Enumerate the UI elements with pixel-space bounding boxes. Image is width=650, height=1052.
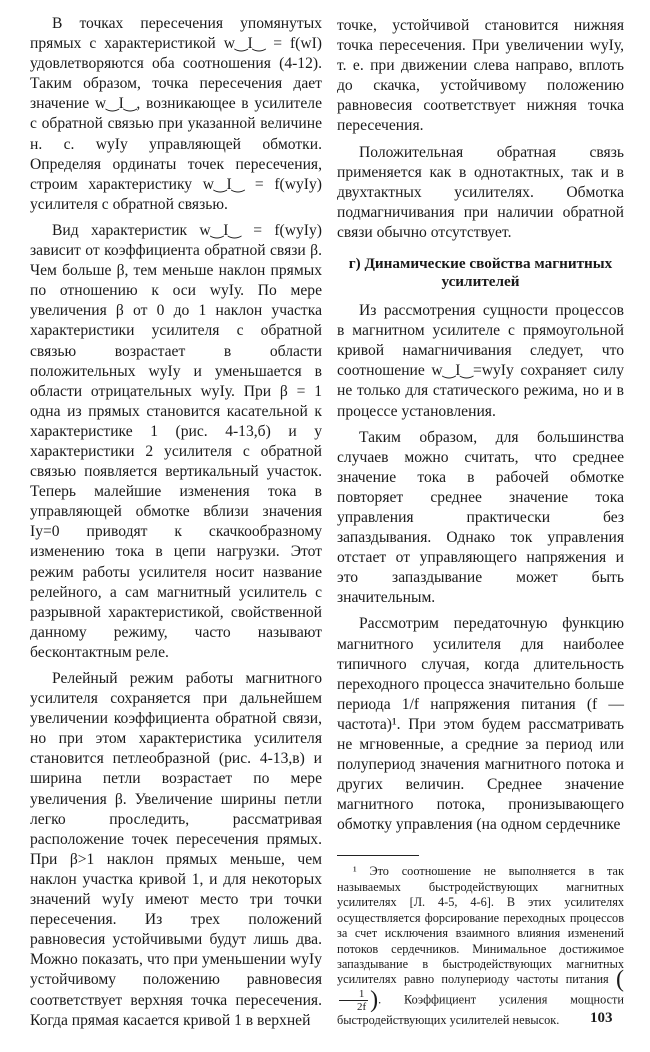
- left-paragraph-1: В точках пересечения упомянутых прямых с характеристикой w‿I‿ = f(wI) удовлетворяются оба соотношения (4-12). Таким образом, точка пересечения дает значение w‿I‿, возникающее в усилителе с обратной связью при указанной величине н. с. wуIу управляющей обмотки. Определяя ординаты точек пересечения, строим характеристику w‿I‿ = f(wуIу) усилителя с обратной связью.: [30, 15, 322, 213]
- footnote-text: [337, 864, 624, 1028]
- section-heading: г) Динамические свойства магнитных усилителей: [348, 255, 613, 291]
- footnote-text-after: . Коэффициент усиления мощности быстродействующих усилителей невысок.: [337, 992, 624, 1028]
- footnote-divider: [337, 855, 419, 856]
- left-paragraph-3: Релейный режим работы магнитного усилителя сохраняется при дальнейшем увеличении коэффициента обратной связи, но при этом характеристика усилителя становится петлеобразной (рис. 4-13,в) и ширина петли возрастает по мере увеличения β. Увеличение ширины петли легко проследить, рассматривая расположение точек пересечения прямых. При β>1 наклон прямых меньше, чем наклон участка кривой 1, и для некоторых значений wуIу имеют место три точки пересечения. Из трех положений равновесия устойчивыми будут лишь два. Можно показать, что при уменьшении wуIу устойчивому положению равновесия соответствует верхняя точка пересечения. Когда прямая касается кривой 1 в верхней: [30, 670, 322, 1029]
- right-paren: ): [370, 986, 379, 1013]
- footnote-text-before: ¹ Это соотношение не выполняется в так называемых быстродействующих магнитных усилителях [Л. 4-5, 4-6]. В этих усилителях осуществляется форсирование переходных процессов за счет исключения взаимного влияния изменений потоков сердечников. Минимальное достижимое запаздывание в быстродействующих магнитных усилителях равно полупериоду частоты питания: [337, 864, 624, 987]
- left-column: [30, 14, 322, 1037]
- right-paragraph-2: Положительная обратная связь применяется как в однотактных, так и в двухтактных усилителях. Обмотка подмагничивания при наличии обратной связи обычно отсутствует.: [337, 143, 624, 241]
- right-paragraph-4: Таким образом, для большинства случаев можно считать, что среднее значение тока в рабочей обмотке повторяет среднее значение тока управления практически без запаздывания. Однако ток управления отстает от управляющего напряжения и это запаздывание может быть значительным.: [337, 428, 624, 607]
- right-column: [337, 16, 624, 1029]
- page-number: 103: [590, 1010, 613, 1026]
- left-paragraph-2: Вид характеристик w‿I‿ = f(wуIу) зависит от коэффициента обратной связи β. Чем больше β, тем меньше наклон прямых по отношению к оси wуIу. По мере увеличения β от 0 до 1 наклон участка характеристики усилителя с обратной связью возрастает в области положительных wуIу и уменьшается в области отрицательных wуIу. При β = 1 одна из прямых становится касательной к характеристике 1 (рис. 4-13,б) и у характеристики 2 усилителя с обратной связью появляется вертикальный участок. Теперь малейшие изменения тока в управляющей обмотке вблизи значения Iу=0 приводят к скачкообразному изменению тока в цепи нагрузки. Этот режим работы усилителя носит название релейного, а сам магнитный усилитель с разрывной характеристикой, свойственной данному режиму, часто называют бесконтактным реле.: [30, 221, 322, 661]
- left-paren: (: [616, 966, 624, 993]
- right-paragraph-5: Рассмотрим передаточную функцию магнитного усилителя для наиболее типичного случая, когда длительность переходного процесса значительно больше периода 1/f напряжения питания (f — частота)¹. При этом будем рассматривать не мгновенные, а средние за период или полупериод значения магнитного потока и других величин. Среднее значение магнитного потока, пронизывающего обмотку управления (на одном сердечнике: [337, 615, 624, 834]
- fraction-denominator: 2f: [357, 1001, 367, 1014]
- footnote: [337, 864, 624, 1028]
- fraction-numerator: 1: [339, 988, 368, 1001]
- fraction: [339, 988, 368, 1013]
- right-paragraph-1: точке, устойчивой становится нижняя точка пересечения. При увеличении wуIу, т. е. при движении слева направо, вплоть до скачка, устойчивому положению равновесия соответствует нижняя точка пересечения.: [337, 17, 624, 135]
- right-paragraph-3: Из рассмотрения сущности процессов в магнитном усилителе с прямоугольной кривой намагничивания следует, что соотношение w‿I‿=wуIу сохраняет силу не только для статического режима, но и в процессе установления.: [337, 302, 624, 420]
